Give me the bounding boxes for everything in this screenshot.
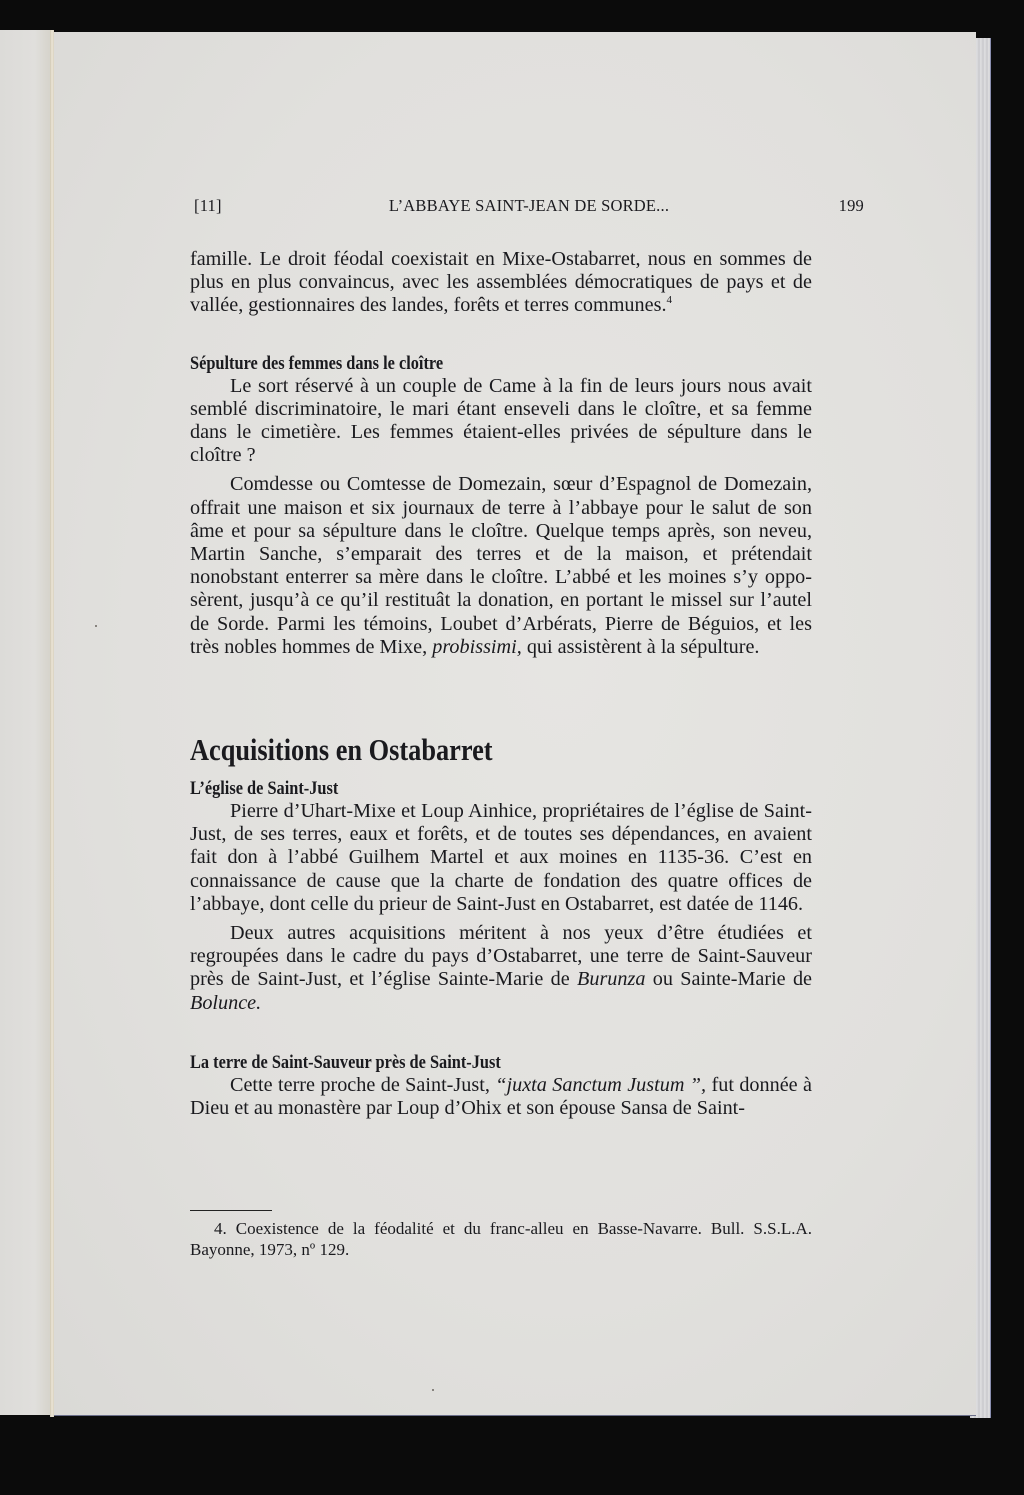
footnote-rule [190,1210,272,1211]
paragraph-text: Comdesse ou Comtesse de Domezain, sœur d’Espagnol de Domezain, offrait une maison et six journaux de terre à l’abbaye pour le salut de son âme et pour sa sépulture dans le cloître. Quelque temps après, son neveu, Martin Sanche, s’emparait des terres et de la maison, et prétendait nonobstant enterrer sa mère dans le cloître. L’abbé et les moines s’y opposèrent, jusqu’à ce qu’il restituât la donation, en portant le missel sur l’autel de Sorde. Parmi les témoins, Loubet d’Arbérats, Pierre de Béguios, et les très nobles hommes de Mixe, [190,473,812,658]
page-number: 199 [838,196,864,215]
paragraph-text: ou Sainte-Marie de [645,968,813,991]
running-title: L’ABBAYE SAINT-JEAN DE SORDE... [388,196,670,215]
paper-speck [95,625,97,627]
paragraph-text: famille. Le droit féodal coexistait en Mixe-Ostabarret, nous en sommes de plus en plus convaincus, avec les assemblées démocratiques de pays et de vallée, gestionnaires des landes, forêts et terres communes. [190,248,812,317]
footnotes [190,1218,812,1260]
section-heading: L’église de Saint-Just [190,778,339,800]
body-text [190,248,812,1120]
paper-speck [432,1389,434,1391]
italic-term: probissimi, [432,635,522,658]
facing-page-edge [0,30,50,1415]
footnote [190,1218,812,1260]
paragraph-text: qui assistèrent à la sépulture. [521,635,760,658]
footnote-number: 4. [214,1219,227,1238]
footnote-text: Coexistence de la féodalité et du franc-alleu en Basse-Navarre. Bull. S.S.L.A. Bayonne, 1973, nº 129. [190,1219,812,1259]
section-folio: [11] [194,196,222,215]
running-head [194,196,864,220]
paragraph-text: fut donnée à Dieu et au monastère par Loup d’Ohix et son épouse Sansa de Saint- [190,1073,812,1120]
chapter-heading: Acquisitions en Ostabarret [190,732,493,768]
section-heading: Sépulture des femmes dans le cloître [190,352,444,374]
paragraph-text: Cette terre proche de Saint-Just, [230,1073,496,1096]
italic-term: Burunza [577,968,646,991]
section-heading: La terre de Saint-Sauveur près de Saint-Just [190,1051,501,1073]
italic-term: Bolunce. [190,991,262,1014]
paragraph: Pierre d’Uhart-Mixe et Loup Ainhice, propriétaires de l’église de Saint-Just, de ses terres, eaux et forêts, et de toutes ses dépendances, en avaient fait don à l’abbé Guilhem Martel et aux moines en 1135-36. C’est en connaissance de cause que la charte de fondation des quatre offices de l’abbaye, dont celle du prieur de Saint-Just en Ostabarret, est datée de 1146. [190,800,812,915]
paragraph [190,922,812,1015]
italic-quote: “juxta Sanctum Justum ”, [495,1073,707,1096]
paragraph [190,473,812,659]
book-page [54,32,976,1416]
paragraph: Le sort réservé à un couple de Came à la fin de leurs jours nous avait semblé discriminatoire, le mari étant enseveli dans le cloître, et sa femme dans le cimetière. Les femmes étaient-elles privées de sépulture dans le cloître ? [190,374,812,467]
paragraph-text: Deux autres acquisitions méritent à nos yeux d’être étudiées et regroupées dans le cadre du pays d’Ostabarret, une terre de Saint-Sauveur près de Saint-Just, et l’église Sainte-Marie de [190,922,812,991]
paragraph [190,1074,812,1120]
paragraph [190,248,812,318]
footnote-ref: 4 [666,294,672,307]
